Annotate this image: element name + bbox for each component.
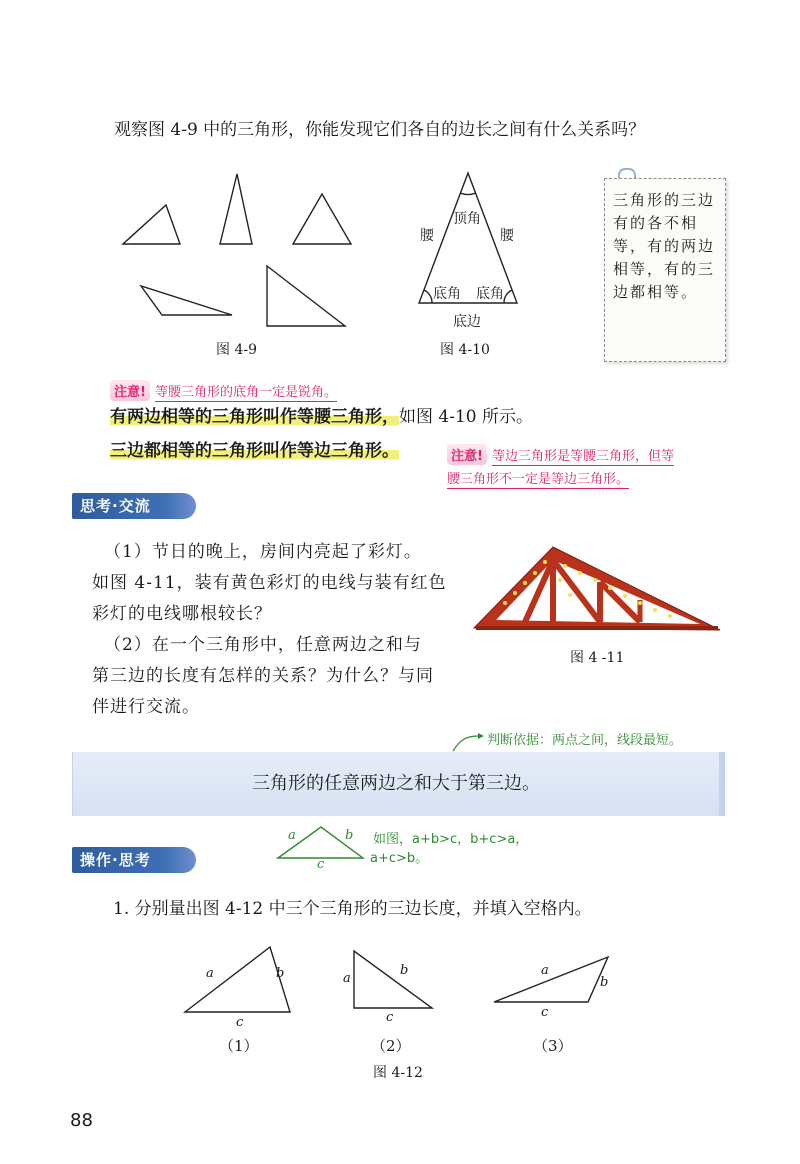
apex-angle-label: 顶角 [453, 211, 481, 227]
label-b: b [276, 966, 285, 981]
label-a: a [206, 966, 214, 981]
base-angle-right-label: 底角 [476, 286, 504, 302]
section-title-operate-think: 操作·思考 [72, 847, 196, 873]
definition-highlight: 三边都相等的三角形叫作等边三角形。 [110, 441, 399, 461]
figure-4-12 [185, 947, 608, 1012]
question-1 [92, 537, 472, 630]
definition-highlight: 有两边相等的三角形叫作等腰三角形， [110, 407, 399, 427]
note-text: 等边三角形是等腰三角形，但等 [492, 449, 675, 464]
question-2 [92, 630, 472, 723]
leg-right-label: 腰 [500, 228, 514, 244]
label-c: c [317, 857, 325, 872]
base-label: 底边 [453, 314, 481, 330]
triangle-shape [123, 205, 180, 244]
note-tag: 注意! [110, 380, 150, 401]
leg-left-label: 腰 [420, 228, 434, 244]
question-line: 伴进行交流。 [92, 697, 200, 717]
label-b: b [600, 975, 609, 990]
figure-4-11-truss [474, 547, 720, 630]
triangle-shape [267, 266, 345, 326]
sub-figure-label: （1） [219, 1037, 259, 1055]
fig-4-12-caption: 图 4-12 [373, 1065, 423, 1081]
base-angle-left-label: 底角 [433, 286, 461, 302]
arrow-icon [453, 736, 478, 751]
question-line: 彩灯的电线哪根较长？ [92, 604, 272, 624]
label-a: a [288, 828, 296, 843]
note-1 [110, 380, 337, 401]
note-tag: 注意! [447, 444, 487, 465]
fig-4-11-caption: 图 4 -11 [570, 650, 625, 666]
sub-figure-label: （2） [371, 1037, 411, 1055]
sub-figure-label: （3） [533, 1037, 573, 1055]
question-line: （2）在一个三角形中，任意两边之和与 [104, 635, 422, 655]
label-c: c [236, 1015, 244, 1030]
label-b: b [345, 828, 354, 843]
label-b: b [400, 963, 409, 978]
triangle-2 [354, 951, 432, 1008]
label-a: a [343, 971, 351, 986]
triangle-shape [220, 174, 252, 244]
question-line: （1）节日的晚上，房间内亮起了彩灯。 [104, 542, 422, 562]
definition-isosceles [110, 409, 533, 426]
page-number: 88 [70, 1110, 93, 1131]
arrow-head-icon [478, 733, 484, 739]
apex-angle-arc [460, 193, 476, 195]
note-text: 等腰三角形的底角一定是锐角。 [155, 385, 338, 400]
fig-4-9-caption: 图 4-9 [216, 342, 257, 358]
triangle-3 [494, 957, 608, 1002]
definition-rest: 如图 4-10 所示。 [399, 407, 533, 427]
triangle-shape [293, 194, 351, 244]
task-1: 1. 分别量出图 4-12 中三个三角形的三边长度，并填入空格内。 [113, 899, 592, 919]
label-c: c [541, 1005, 549, 1020]
base-angle-arc [504, 290, 512, 303]
sidenote-box: 三角形的三边有的各不相等，有的两边相等，有的三边都相等。 [604, 178, 726, 362]
triangle-1 [185, 947, 290, 1012]
basis-note: 判断依据：两点之间，线段最短。 [487, 733, 683, 748]
triangle-shape [141, 286, 232, 315]
fig-4-10-caption: 图 4-10 [440, 342, 490, 358]
note-text: 腰三角形不一定是等边三角形。 [447, 472, 630, 487]
note-2 [447, 444, 674, 487]
example-line: a+c>b。 [370, 851, 429, 866]
definition-equilateral [110, 443, 399, 460]
intro-question: 观察图 4-9 中的三角形，你能发现它们各自的边长之间有什么关系吗？ [114, 120, 646, 140]
question-line: 如图 4-11，装有黄色彩灯的电线与装有红色 [92, 573, 447, 593]
question-line: 第三边的长度有怎样的关系？为什么？与同 [92, 666, 434, 686]
label-c: c [386, 1010, 394, 1025]
section-title-think-discuss: 思考·交流 [72, 493, 196, 519]
label-a: a [541, 963, 549, 978]
base-angle-arc [424, 290, 432, 303]
example-line: 如图，a+b>c，b+c>a， [373, 832, 529, 847]
conclusion-box: 三角形的任意两边之和大于第三边。 [72, 752, 725, 816]
